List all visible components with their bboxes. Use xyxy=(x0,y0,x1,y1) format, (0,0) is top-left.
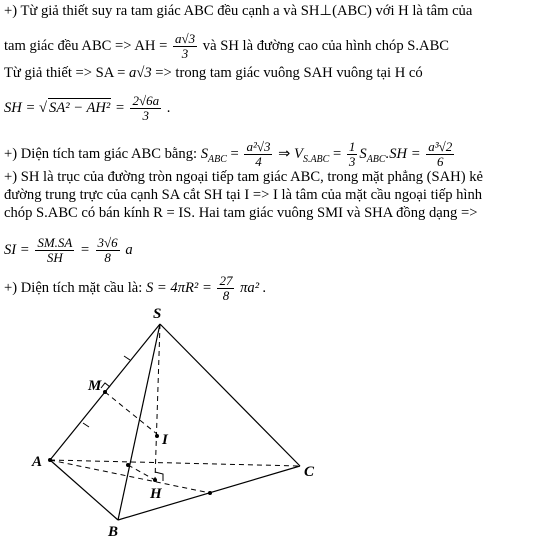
fraction-numerator: 3√6 xyxy=(97,235,118,250)
fraction-area xyxy=(244,140,272,169)
math-text: = xyxy=(230,145,239,162)
fraction-denominator: 8 xyxy=(222,288,230,303)
math-text: SH = xyxy=(4,99,36,116)
fraction-denominator: 6 xyxy=(436,154,444,169)
pyramid-figure xyxy=(0,298,560,538)
math-text: .SH = xyxy=(385,145,421,162)
label-m: M xyxy=(88,378,102,394)
text-segment: Từ giả thiết => SA = xyxy=(4,65,126,81)
label-a: A xyxy=(32,454,43,470)
point-midpoint-bc xyxy=(208,491,212,495)
paragraph-2-line-1 xyxy=(4,64,423,82)
fraction-ah xyxy=(173,32,197,61)
sqrt-radicand: SA² − AH² xyxy=(49,99,111,116)
paragraph-1-line-2 xyxy=(4,32,449,61)
fraction-sh xyxy=(130,94,161,123)
fraction-denominator: SH xyxy=(46,250,63,265)
label-h: H xyxy=(150,486,162,502)
text-segment: +) Diện tích tam giác ABC bằng: xyxy=(4,145,198,162)
math-text: SI = xyxy=(4,241,30,258)
fraction-volume xyxy=(426,140,454,169)
point-h xyxy=(153,478,157,482)
point-i xyxy=(155,434,159,438)
fraction-denominator: 8 xyxy=(104,250,111,265)
paragraph-4-line-2 xyxy=(4,186,482,204)
paragraph-1-line-1 xyxy=(4,2,472,20)
text-line: +) Từ giả thiết suy ra tam giác ABC đều cạnh a và SH⊥(ABC) với H là tâm của xyxy=(4,3,473,19)
point-a xyxy=(48,458,52,462)
paragraph-4-line-3 xyxy=(4,204,477,222)
math-subscript: ABC xyxy=(366,153,386,165)
math-text: πa² . xyxy=(240,279,267,296)
fraction-denominator: 3 xyxy=(348,154,356,169)
edge-ac-hidden xyxy=(50,460,300,466)
median-c xyxy=(128,465,155,480)
label-i: I xyxy=(162,432,168,448)
paragraph-4-line-1 xyxy=(4,168,556,186)
text-line: chóp S.ABC có bán kính R = IS. Hai tam giác vuông SMI và SHA đồng dạng => xyxy=(4,205,478,221)
math-text: a xyxy=(125,241,133,258)
fraction-third xyxy=(347,140,358,169)
fraction-numerator: 2√6a xyxy=(132,93,160,108)
math-text: = xyxy=(114,99,125,116)
text-line: đường trung trực của cạnh SA cắt SH tại I => I là tâm của mặt cầu ngoại tiếp hình xyxy=(4,187,483,203)
label-b: B xyxy=(108,524,119,538)
text-segment: . xyxy=(166,99,171,116)
label-c: C xyxy=(304,464,315,480)
tick-mark-2 xyxy=(83,423,89,427)
math-text: S = 4πR² = xyxy=(145,279,212,296)
math-text: V xyxy=(294,145,303,162)
math-subscript: S.ABC xyxy=(302,153,330,165)
fraction-denominator: 3 xyxy=(142,108,150,123)
edge-ab xyxy=(50,460,118,520)
fraction-numerator: SM.SA xyxy=(37,235,73,250)
text-segment: tam giác đều ABC => AH = xyxy=(4,37,168,54)
paragraph-3 xyxy=(4,140,456,169)
point-m xyxy=(103,390,107,394)
math-text: S xyxy=(359,145,367,162)
fraction-denominator: 3 xyxy=(181,46,189,61)
formula-sh xyxy=(4,94,170,123)
sqrt-sign: √ xyxy=(39,99,48,116)
fraction-numerator: 27 xyxy=(219,273,233,288)
point-midpoint-ab xyxy=(126,463,130,467)
fraction-numerator: 1 xyxy=(348,139,356,154)
math-text: = xyxy=(333,145,342,162)
height-sh xyxy=(155,324,160,480)
formula-si xyxy=(4,236,133,265)
tick-mark-1 xyxy=(124,356,130,360)
math-text: ⇒ xyxy=(278,145,291,162)
math-text: S xyxy=(200,145,208,162)
fraction-denominator: 4 xyxy=(255,154,262,169)
text-segment: và SH là đường cao của hình chóp S.ABC xyxy=(202,37,450,54)
perpendicular-bisector-mi xyxy=(105,392,157,434)
fraction-numerator: a√3 xyxy=(174,31,196,46)
text-segment: +) Diện tích mặt cầu là: xyxy=(4,279,143,296)
edge-sc xyxy=(160,324,300,466)
math-subscript: ABC xyxy=(208,153,227,165)
text-line: +) SH là trục của đường tròn ngoại tiếp tam giác ABC, trong mặt phẳng (SAH) kẻ xyxy=(4,169,484,185)
label-s: S xyxy=(153,306,162,322)
math-value: a√3 xyxy=(129,65,152,81)
math-text: = xyxy=(80,241,90,258)
fraction-si-value xyxy=(96,236,120,265)
fraction-numerator: a²√3 xyxy=(246,139,271,154)
text-segment: => trong tam giác vuông SAH vuông tại H có xyxy=(155,65,423,81)
fraction-si xyxy=(35,236,74,265)
fraction-numerator: a³√2 xyxy=(428,139,453,154)
